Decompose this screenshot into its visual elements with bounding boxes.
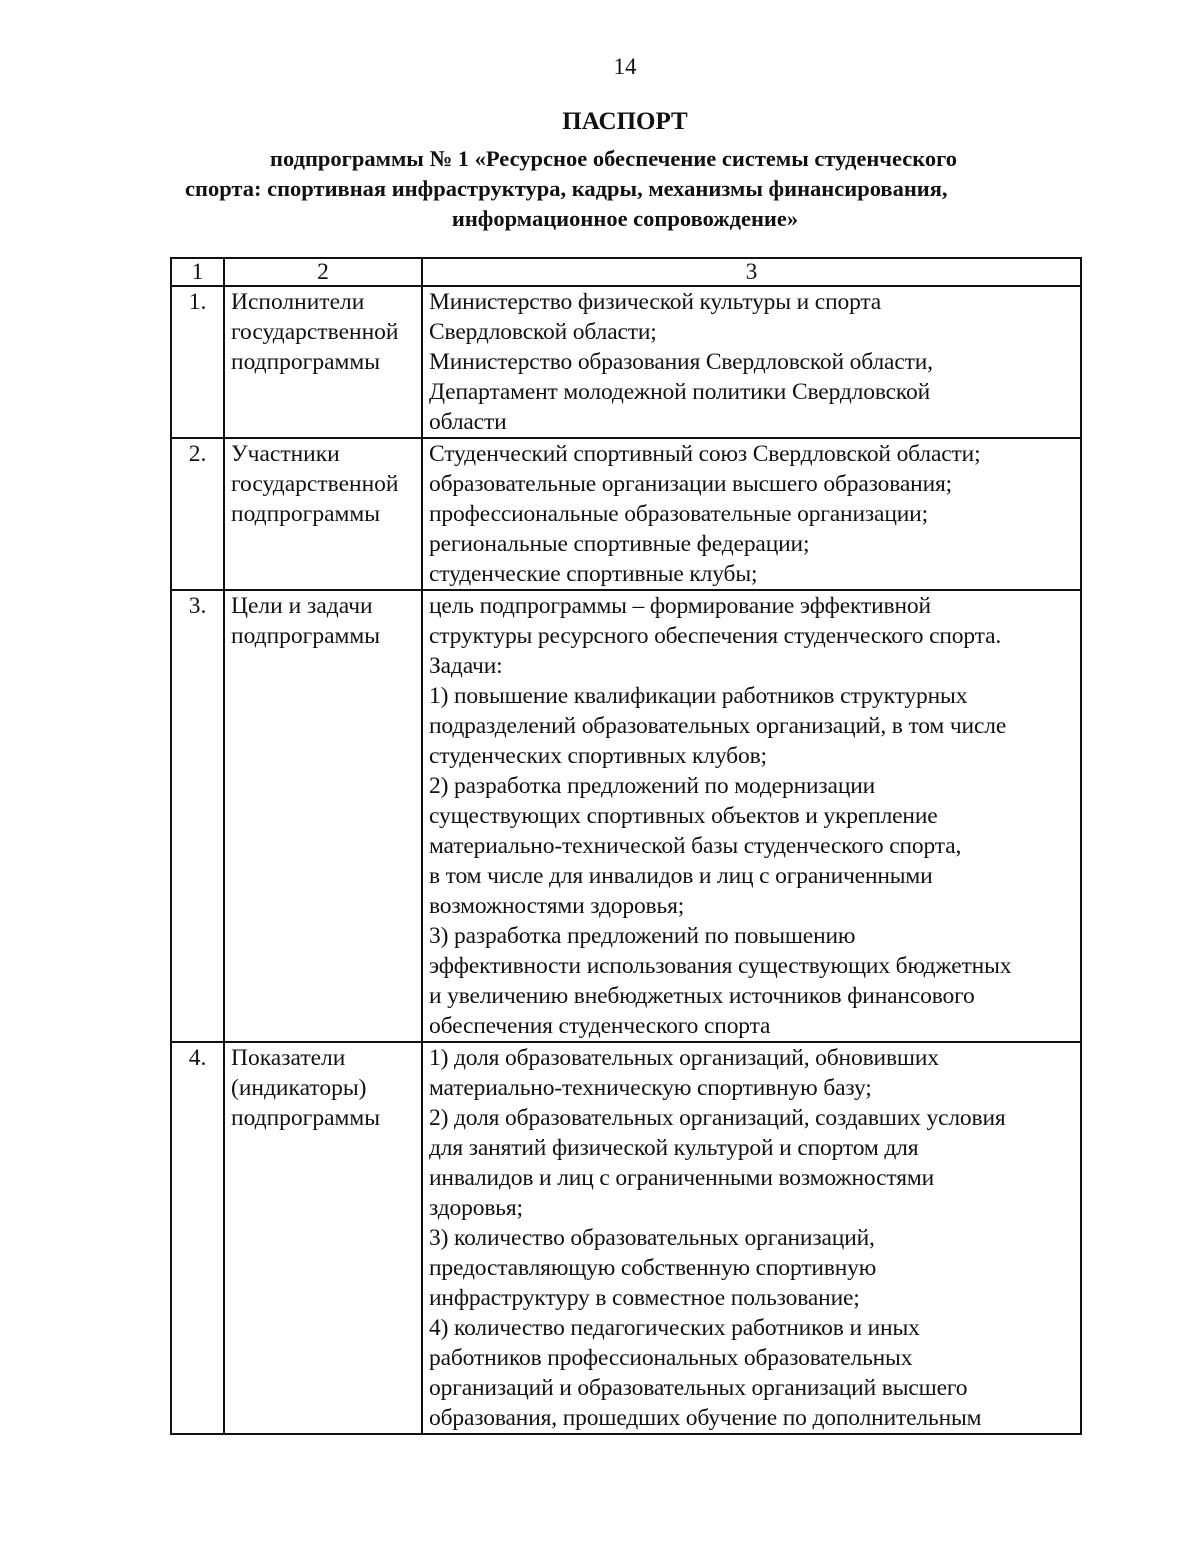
page-number: 14	[613, 54, 637, 79]
row-name-line: государственной	[231, 471, 399, 497]
row-description-cell	[422, 1042, 1081, 1434]
row-description-line: образования, прошедших обучение по дополнительным	[429, 1405, 982, 1431]
row-description-line: предоставляющую собственную спортивную	[429, 1255, 877, 1281]
row-name-line: подпрограммы	[231, 623, 381, 649]
table-header-row	[171, 258, 1081, 286]
document-subtitle	[185, 144, 1065, 234]
table-row	[171, 286, 1081, 438]
row-name-cell	[224, 590, 422, 1042]
row-number: 1.	[171, 286, 224, 438]
row-description-line: 3) разработка предложений по повышению	[429, 923, 856, 949]
row-description-line: 2) разработка предложений по модернизации	[429, 773, 876, 799]
passport-table	[170, 257, 1082, 1435]
row-description-line: 4) количество педагогических работников и иных	[429, 1315, 920, 1341]
row-name-line: Участники	[231, 441, 340, 467]
row-description-line: эффективности использования существующих бюджетных	[429, 953, 1012, 979]
row-description-line: Студенческий спортивный союз Свердловской области;	[429, 441, 981, 467]
row-description-line: материально-технической базы студенческого спорта,	[429, 833, 962, 859]
row-description-line: 1) повышение квалификации работников структурных	[429, 683, 968, 709]
column-header-number: 1	[171, 258, 224, 286]
row-description-line: Департамент молодежной политики Свердловской	[429, 379, 931, 405]
row-name-line: Показатели	[231, 1045, 346, 1071]
row-description-line: инвалидов и лиц с ограниченными возможностями	[429, 1165, 935, 1191]
row-description-line: студенческих спортивных клубов;	[429, 743, 767, 769]
row-description-line: 3) количество образовательных организаций,	[429, 1225, 875, 1251]
row-description-line: профессиональные образовательные организации;	[429, 501, 928, 527]
row-description-line: образовательные организации высшего образования;	[429, 471, 953, 497]
row-description-line: Задачи:	[429, 653, 503, 679]
subtitle-line: информационное сопровождение»	[451, 206, 799, 231]
table-row	[171, 438, 1081, 590]
row-description-line: существующих спортивных объектов и укрепление	[429, 803, 938, 829]
row-description-line: Министерство образования Свердловской области,	[429, 349, 933, 375]
document-title: ПАСПОРТ	[562, 108, 688, 135]
row-description-cell	[422, 286, 1081, 438]
row-description-line: здоровья;	[429, 1195, 523, 1221]
row-description-line: 2) доля образовательных организаций, создавших условия	[429, 1105, 1006, 1131]
row-description-line: обеспечения студенческого спорта	[429, 1013, 771, 1039]
row-name-line: государственной	[231, 319, 399, 345]
row-name-line: подпрограммы	[231, 501, 381, 527]
row-description-line: для занятий физической культурой и спортом для	[429, 1135, 919, 1161]
row-description-line: организаций и образовательных организаций высшего	[429, 1375, 968, 1401]
row-description-line: Министерство физической культуры и спорта	[429, 289, 882, 315]
row-description-line: инфраструктуру в совместное пользование;	[429, 1285, 860, 1311]
row-description-line: региональные спортивные федерации;	[429, 531, 810, 557]
row-description-line: структуры ресурсного обеспечения студенческого спорта.	[429, 623, 1002, 649]
column-header-name: 2	[224, 258, 422, 286]
row-name-cell	[224, 438, 422, 590]
subtitle-line: спорта: спортивная инфраструктура, кадры, механизмы финансирования,	[185, 176, 948, 201]
row-name-line: Цели и задачи	[231, 593, 373, 619]
row-name-line: (индикаторы)	[231, 1075, 367, 1101]
row-description-line: материально-техническую спортивную базу;	[429, 1075, 872, 1101]
row-description-line: 1) доля образовательных организаций, обновивших	[429, 1045, 939, 1071]
table-row	[171, 1042, 1081, 1434]
row-description-line: цель подпрограммы – формирование эффективной	[429, 593, 931, 619]
row-description-cell	[422, 438, 1081, 590]
row-description-line: работников профессиональных образовательных	[429, 1345, 913, 1371]
table-row	[171, 590, 1081, 1042]
subtitle-line: подпрограммы № 1 «Ресурсное обеспечение системы студенческого	[270, 146, 958, 171]
row-number: 3.	[171, 590, 224, 1042]
row-description-line: студенческие спортивные клубы;	[429, 561, 758, 587]
column-header-description: 3	[422, 258, 1081, 286]
row-number: 2.	[171, 438, 224, 590]
row-description-line: подразделений образовательных организаций, в том числе	[429, 713, 1007, 739]
row-description-cell	[422, 590, 1081, 1042]
row-name-cell	[224, 1042, 422, 1434]
row-name-line: Исполнители	[231, 289, 365, 315]
row-name-line: подпрограммы	[231, 1105, 381, 1131]
row-description-line: возможностями здоровья;	[429, 893, 685, 919]
row-description-line: Свердловской области;	[429, 319, 657, 345]
row-name-cell	[224, 286, 422, 438]
row-name-line: подпрограммы	[231, 349, 381, 375]
row-description-line: в том числе для инвалидов и лиц с ограниченными	[429, 863, 933, 889]
row-description-line: и увеличению внебюджетных источников финансового	[429, 983, 975, 1009]
row-description-line: области	[429, 409, 507, 435]
row-number: 4.	[171, 1042, 224, 1434]
